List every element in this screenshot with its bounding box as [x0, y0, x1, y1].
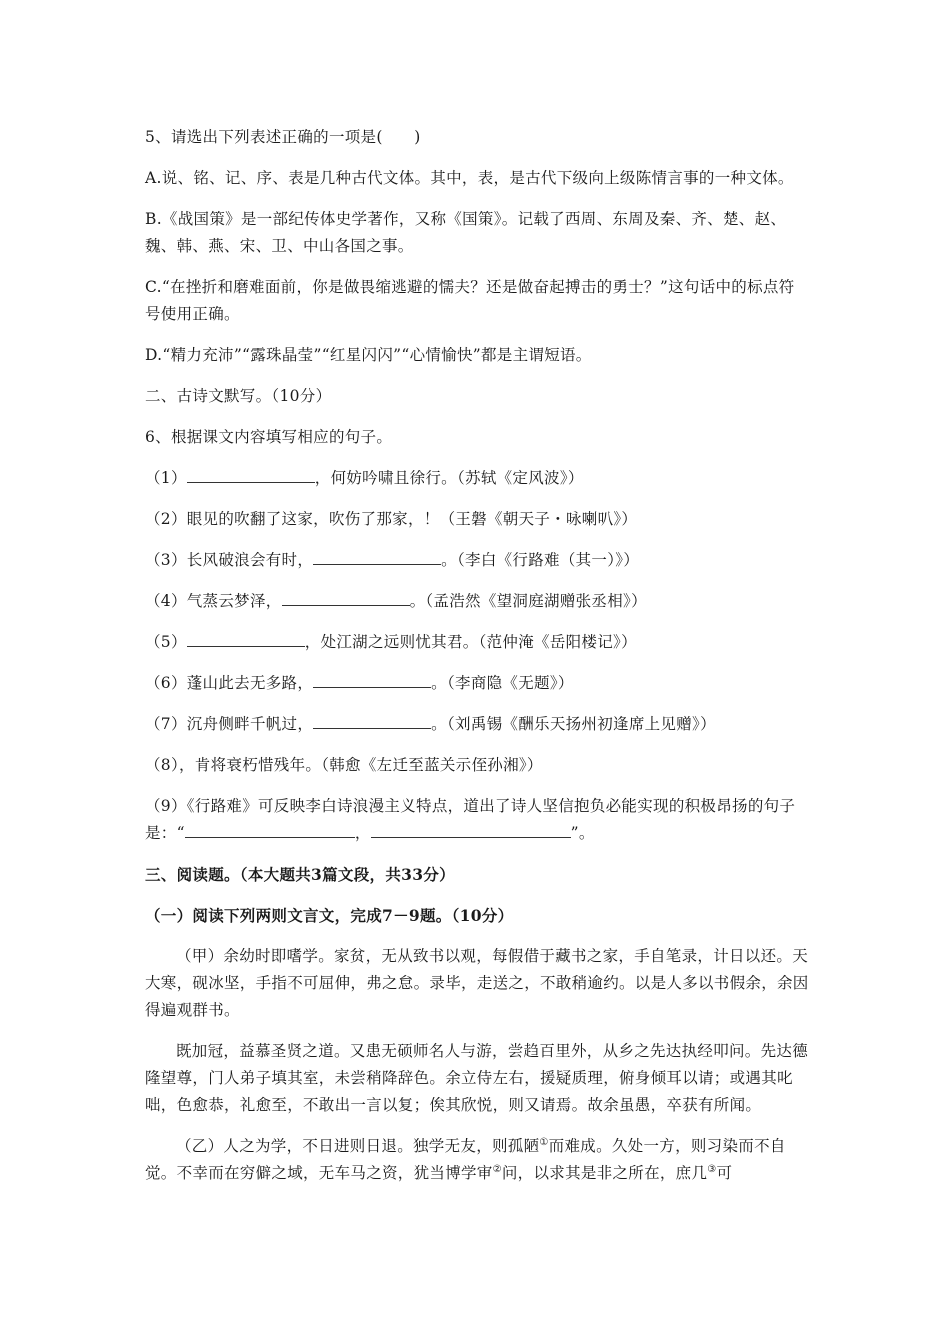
q6-item-2: （2）眼见的吹翻了这家，吹伤了那家，！（王磐《朝天子・咏喇叭》） — [145, 510, 638, 528]
answer-blank[interactable] — [187, 629, 305, 647]
q6-item-4: （4）气蒸云梦泽， 。（孟浩然《望洞庭湖赠张丞相》） — [145, 588, 810, 615]
q5-option-a: A.说、铭、记、序、表是几种古代文体。其中，表，是古代下级向上级陈情言事的一种文体。 — [145, 169, 794, 187]
answer-blank[interactable] — [187, 465, 315, 483]
answer-blank[interactable] — [313, 547, 441, 565]
footnote-marker: ② — [492, 1163, 502, 1175]
passage-jia-paragraph-2: 既加冠，益慕圣贤之道。又患无硕师名人与游，尝趋百里外，从乡之先达执经叩问。先达德隆望尊，门人弟子填其室，未尝稍降辞色。余立侍左右，援疑质理，俯身倾耳以请；或遇其叱咄，色愈恭，礼愈至，不敢出一言以复；俟其欣悦，则又请焉。故余虽愚，卒获有所闻。 — [145, 1042, 809, 1114]
q6-item-9: （9）《行路难》可反映李白诗浪漫主义特点，道出了诗人坚信抱负必能实现的积极昂扬的句子是：“ ， ”。 — [145, 797, 796, 842]
answer-blank[interactable] — [185, 820, 355, 838]
q5-option-b: B.《战国策》是一部纪传体史学著作，又称《国策》。记载了西周、东周及秦、齐、楚、赵、魏、韩、燕、宋、卫、中山各国之事。 — [145, 210, 787, 255]
q6-item-3: （3）长风破浪会有时， 。（李白《行路难（其一）》） — [145, 547, 810, 574]
passage-yi-paragraph-1: （乙）人之为学，不日进则日退。独学无友，则孤陋①而难成。久处一方，则习染而不自觉。不幸而在穷僻之域，无车马之资，犹当博学审②问，以求其是非之所在，庶几③可 — [145, 1136, 786, 1182]
q6-item-1: （1） ，何妨吟啸且徐行。（苏轼《定风波》） — [145, 465, 810, 492]
document-content — [145, 124, 810, 1201]
q6-item-8: （8），肯将衰朽惜残年。（韩愈《左迁至蓝关示侄孙湘》） — [145, 756, 543, 774]
answer-blank[interactable] — [371, 820, 571, 838]
section3-heading: 三、阅读题。（本大题共3篇文段，共33分） — [145, 865, 455, 884]
passage-jia-paragraph-1: （甲）余幼时即嗜学。家贫，无从致书以观，每假借于藏书之家，手自笔录，计日以还。天大寒，砚冰坚，手指不可屈伸，弗之怠。录毕，走送之，不敢稍逾约。以是人多以书假余，余因得遍观群书。 — [145, 947, 809, 1019]
footnote-marker: ① — [539, 1136, 549, 1148]
q6-stem: 6、根据课文内容填写相应的句子。 — [145, 428, 393, 446]
section2-heading: 二、古诗文默写。（10分） — [145, 387, 332, 405]
q6-item-7: （7）沉舟侧畔千帆过， 。（刘禹锡《酬乐天扬州初逢席上见赠》） — [145, 711, 810, 738]
q5-option-c: C.“在挫折和磨难面前，你是做畏缩逃避的懦夫？还是做奋起搏击的勇士？”这句话中的标点符号使用正确。 — [145, 278, 795, 323]
footnote-marker: ③ — [707, 1163, 717, 1175]
section3-sub1-heading: （一）阅读下列两则文言文，完成7－9题。（10分） — [145, 906, 514, 925]
answer-blank[interactable] — [313, 711, 431, 729]
q5-stem: 5、请选出下列表述正确的一项是( ) — [145, 128, 421, 146]
q5-option-d: D.“精力充沛”“露珠晶莹”“红星闪闪”“心情愉快”都是主谓短语。 — [145, 346, 592, 364]
q6-item-5: （5） ，处江湖之远则忧其君。（范仲淹《岳阳楼记》） — [145, 629, 810, 656]
answer-blank[interactable] — [282, 588, 410, 606]
answer-blank[interactable] — [313, 670, 431, 688]
q6-item-6: （6）蓬山此去无多路， 。（李商隐《无题》） — [145, 670, 810, 697]
